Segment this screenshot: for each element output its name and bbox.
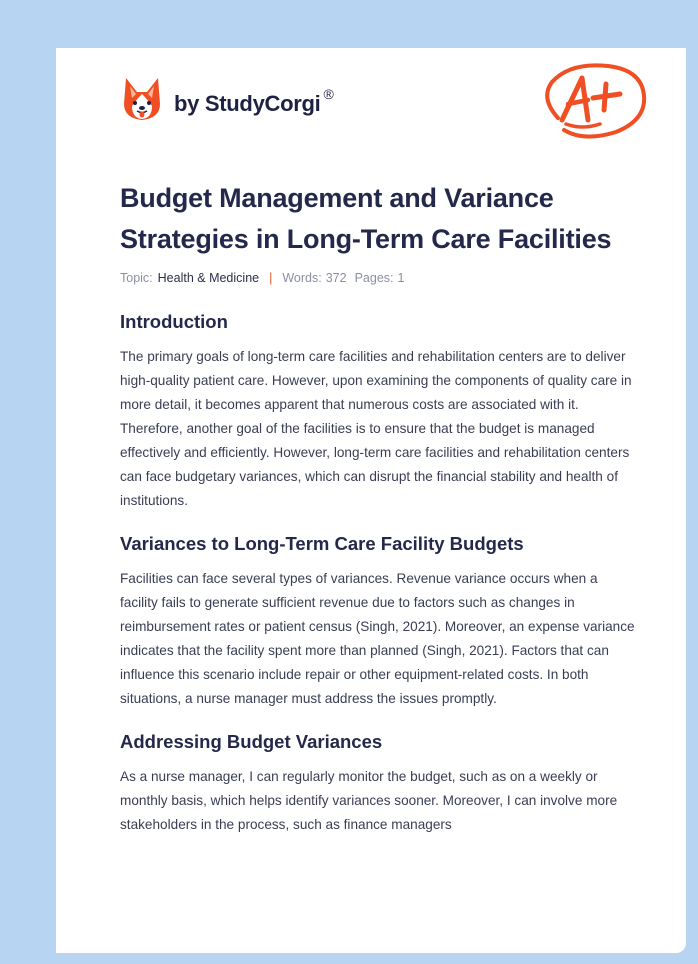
section-body-introduction: The primary goals of long-term care facilities and rehabilitation centers are to deliver high-quality patient care. However, upon examining the components of quality care in more detail, it becomes apparent that numerous costs are associated with it. Therefore, another goal of the facilities is to ensure that the budget is managed effectively and efficiently. However, long-term care facilities and rehabilitation centers can face budgetary variances, which can disrupt the financial stability and health of institutions. xyxy=(120,349,632,508)
section-heading-addressing-variances: Addressing Budget Variances xyxy=(120,731,383,752)
words-count: 372 xyxy=(325,271,347,285)
pages-label: Pages: xyxy=(354,271,394,285)
registered-mark: ® xyxy=(323,86,334,102)
section-body-addressing-variances: As a nurse manager, I can regularly monitor the budget, such as on a weekly or monthly basis, which helps identify variances sooner. Moreover, I can involve more stakeholders in the process, such as finance managers xyxy=(120,769,618,832)
document-content xyxy=(120,178,635,837)
studycorgi-logo[interactable] xyxy=(122,76,333,122)
topic-label: Topic: xyxy=(120,271,153,285)
corgi-logo-icon xyxy=(122,76,162,122)
section-body-variances: Facilities can face several types of variances. Revenue variance occurs when a facility fails to generate sufficient revenue due to factors such as changes in reimbursement rates or patient census (Singh, 2021). Moreover, an expense variance indicates that the facility spent more than planned (Singh, 2021). Factors that can influence this scenario include repair or other equipment-related costs. In both situations, a nurse manager must address the issues promptly. xyxy=(120,571,635,706)
meta-separator: | xyxy=(269,271,273,285)
brand-name-text: by StudyCorgi xyxy=(174,91,321,116)
a-plus-grade-icon xyxy=(538,58,648,147)
brand-name xyxy=(174,86,334,117)
section-heading-variances: Variances to Long-Term Care Facility Budgets xyxy=(120,533,524,554)
words-label: Words: xyxy=(282,271,322,285)
document-meta xyxy=(120,271,635,285)
document-card xyxy=(56,48,686,953)
section-heading-introduction: Introduction xyxy=(120,311,228,332)
topic-link[interactable]: Health & Medicine xyxy=(157,271,260,285)
page-title: Budget Management and Variance Strategies in Long-Term Care Facilities xyxy=(120,183,612,254)
pages-count: 1 xyxy=(397,271,405,285)
